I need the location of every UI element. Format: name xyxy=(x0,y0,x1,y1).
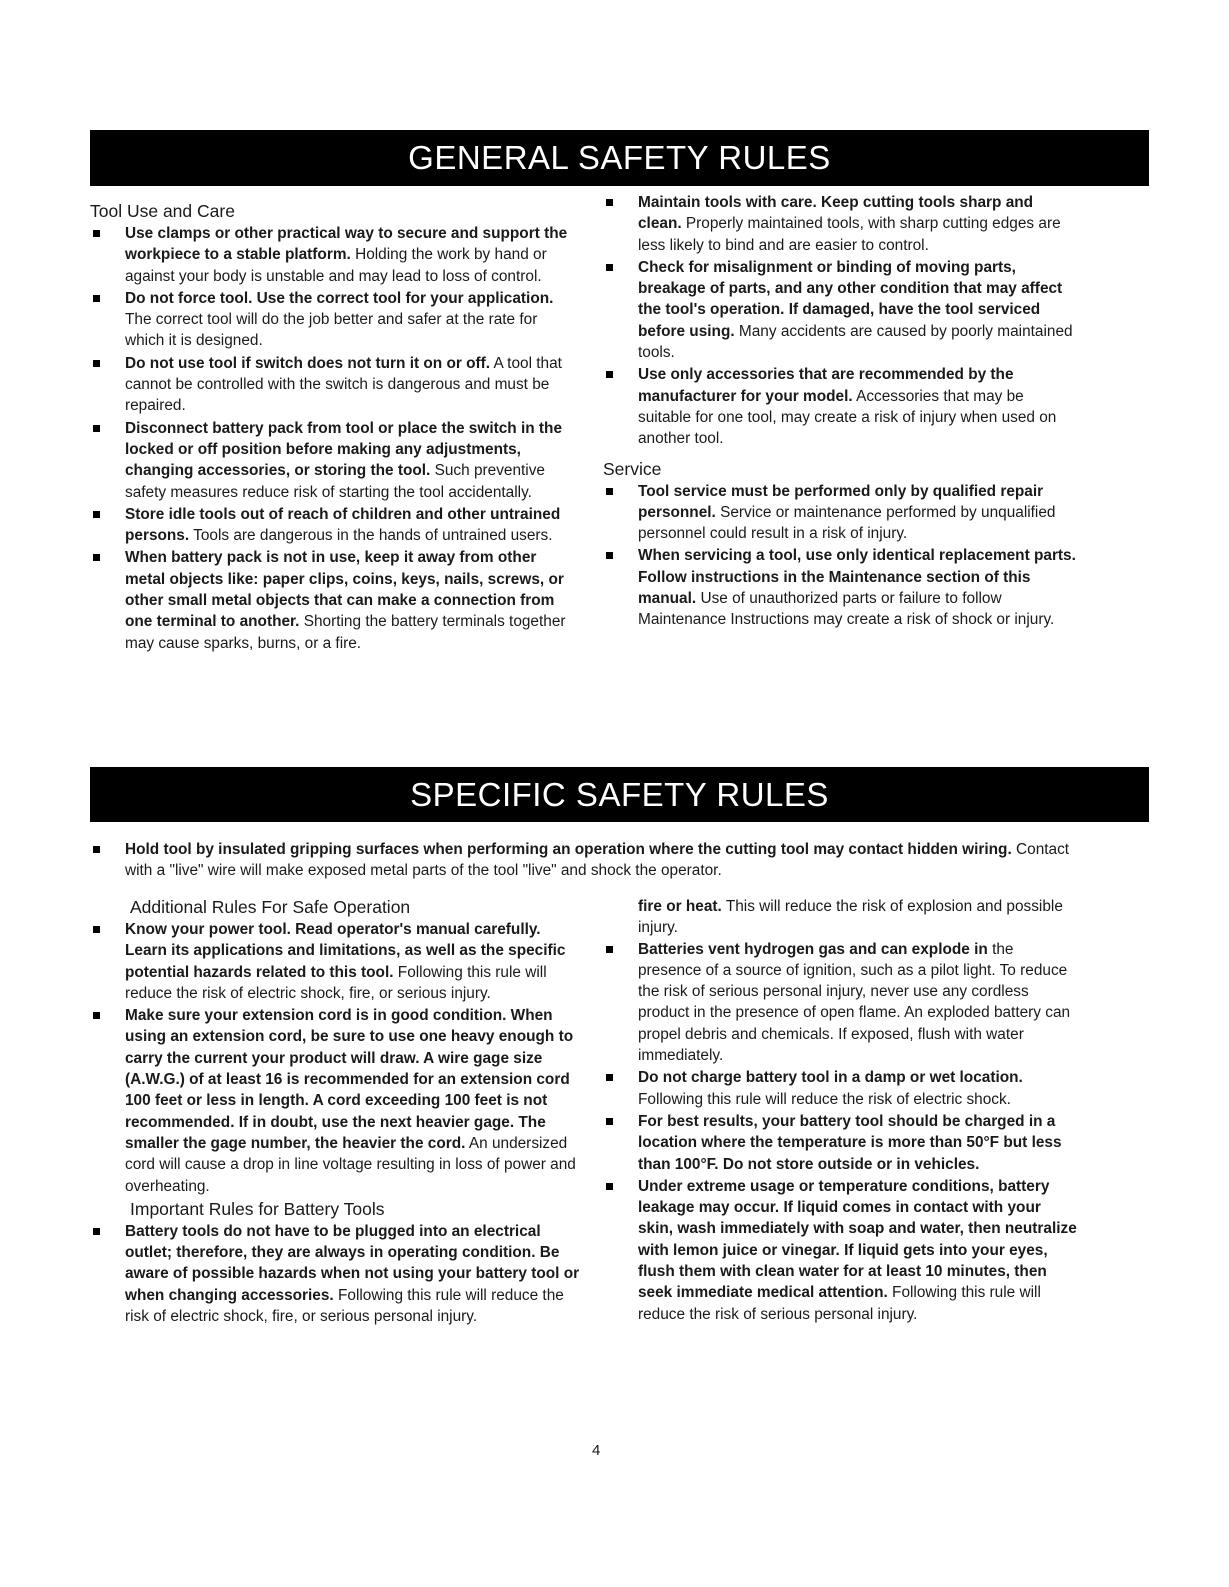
specific-left-column xyxy=(90,896,580,1328)
list-item: Hold tool by insulated gripping surfaces when performing an operation where the cutting tool may contact hidden wiring. Contact with a "live" wire will make exposed metal parts of the tool "live" and shock the operator. xyxy=(90,839,1090,882)
specific-right-column xyxy=(603,896,1079,1326)
page-number: 4 xyxy=(592,1442,601,1459)
general-left-column xyxy=(90,200,580,655)
list-item: Do not charge battery tool in a damp or wet location. Following this rule will reduce the risk of electric shock. xyxy=(603,1067,1079,1110)
list-item: Make sure your extension cord is in good condition. When using an extension cord, be sure to use one heavy enough to carry the current your product will draw. A wire gage size (A.W.G.) of at least 16 is recommended for an extension cord 100 feet or less in length. A cord exceeding 100 feet is not recommended. If in doubt, use the next heavier gage. The smaller the gage number, the heavier the cord. An undersized cord will cause a drop in line voltage resulting in loss of power and overheating. xyxy=(90,1005,580,1197)
list-item: When battery pack is not in use, keep it away from other metal objects like: paper clips, coins, keys, nails, screws, or other small metal objects that can make a connection from one terminal to another. Shorting the battery terminals together may cause sparks, burns, or a fire. xyxy=(90,547,580,653)
bullet-icon xyxy=(93,425,100,432)
bullet-icon xyxy=(93,230,100,237)
bullet-icon xyxy=(606,264,613,271)
bullet-icon xyxy=(93,926,100,933)
list-item: Battery tools do not have to be plugged into an electrical outlet; therefore, they are always in operating condition. Be aware of possible hazards when not using your battery tool or when changing accessories. Following this rule will reduce the risk of electric shock, fire, or serious personal injury. xyxy=(90,1221,580,1327)
specific-safety-rules-banner: SPECIFIC SAFETY RULES xyxy=(90,767,1149,822)
service-heading: Service xyxy=(603,458,662,479)
continued-text: fire or heat. This will reduce the risk of explosion and possible injury. xyxy=(638,898,1063,937)
list-item: Maintain tools with care. Keep cutting tools sharp and clean. Properly maintained tools, with sharp cutting edges are less likely to bind and are easier to control. xyxy=(603,192,1079,256)
additional-rules-heading: Additional Rules For Safe Operation xyxy=(130,897,411,917)
bullet-icon xyxy=(606,1118,613,1125)
list-item: Batteries vent hydrogen gas and can explode in the presence of a source of ignition, such as a pilot light. To reduce the risk of serious personal injury, never use any cordless product in the presence of open flame. An exploded battery can propel debris and chemicals. If exposed, flush with water immediately. xyxy=(603,939,1079,1067)
bullet-icon xyxy=(606,1074,613,1081)
list-item: Store idle tools out of reach of children and other untrained persons. Tools are dangerous in the hands of untrained users. xyxy=(90,504,580,547)
list-item: Use clamps or other practical way to secure and support the workpiece to a stable platform. Holding the work by hand or against your body is unstable and may lead to loss of control. xyxy=(90,223,580,287)
list-item: Tool service must be performed only by qualified repair personnel. Service or maintenance performed by unqualified personnel could result in a risk of injury. xyxy=(603,481,1079,545)
list-item: When servicing a tool, use only identical replacement parts. Follow instructions in the Maintenance section of this manual. Use of unauthorized parts or failure to follow Maintenance Instructions may create a risk of shock or injury. xyxy=(603,545,1079,630)
bullet-icon xyxy=(93,295,100,302)
bullet-icon xyxy=(93,554,100,561)
list-item: Know your power tool. Read operator's manual carefully. Learn its applications and limitations, as well as the specific potential hazards related to this tool. Following this rule will reduce the risk of electric shock, fire, or serious injury. xyxy=(90,919,580,1004)
list-item: Under extreme usage or temperature conditions, battery leakage may occur. If liquid comes in contact with your skin, wash immediately with soap and water, then neutralize with lemon juice or vinegar. If liquid gets into your eyes, flush them with clean water for at least 10 minutes, then seek immediate medical attention. Following this rule will reduce the risk of serious personal injury. xyxy=(603,1176,1079,1325)
list-item: Do not use tool if switch does not turn it on or off. A tool that cannot be controlled with the switch is dangerous and must be repaired. xyxy=(90,353,580,417)
list-item: Do not force tool. Use the correct tool for your application. The correct tool will do the job better and safer at the rate for which it is designed. xyxy=(90,288,580,352)
bullet-icon xyxy=(606,1183,613,1190)
bullet-icon xyxy=(606,199,613,206)
list-item: Disconnect battery pack from tool or place the switch in the locked or off position before making any adjustments, changing accessories, or storing the tool. Such preventive safety measures reduce risk of starting the tool accidentally. xyxy=(90,418,580,503)
tool-use-heading: Tool Use and Care xyxy=(90,201,235,221)
bullet-icon xyxy=(606,371,613,378)
bullet-icon xyxy=(93,1012,100,1019)
battery-rules-heading: Important Rules for Battery Tools xyxy=(130,1198,385,1219)
bullet-icon xyxy=(606,552,613,559)
specific-full-width-rule xyxy=(90,839,1090,883)
list-item: Check for misalignment or binding of moving parts, breakage of parts, and any other condition that may affect the tool's operation. If damaged, have the tool serviced before using. Many accidents are caused by poorly maintained tools. xyxy=(603,257,1079,363)
bullet-icon xyxy=(606,488,613,495)
list-item: Use only accessories that are recommended by the manufacturer for your model. Accessories that may be suitable for one tool, may create a risk of injury when used on another tool. xyxy=(603,364,1079,449)
bullet-icon xyxy=(93,360,100,367)
bullet-icon xyxy=(93,511,100,518)
list-item: For best results, your battery tool should be charged in a location where the temperature is more than 50°F but less than 100°F. Do not store outside or in vehicles. xyxy=(603,1111,1079,1175)
general-safety-rules-banner: GENERAL SAFETY RULES xyxy=(90,130,1149,186)
bullet-icon xyxy=(93,846,100,853)
bullet-icon xyxy=(93,1228,100,1235)
bullet-icon xyxy=(606,946,613,953)
general-right-column xyxy=(603,192,1079,632)
